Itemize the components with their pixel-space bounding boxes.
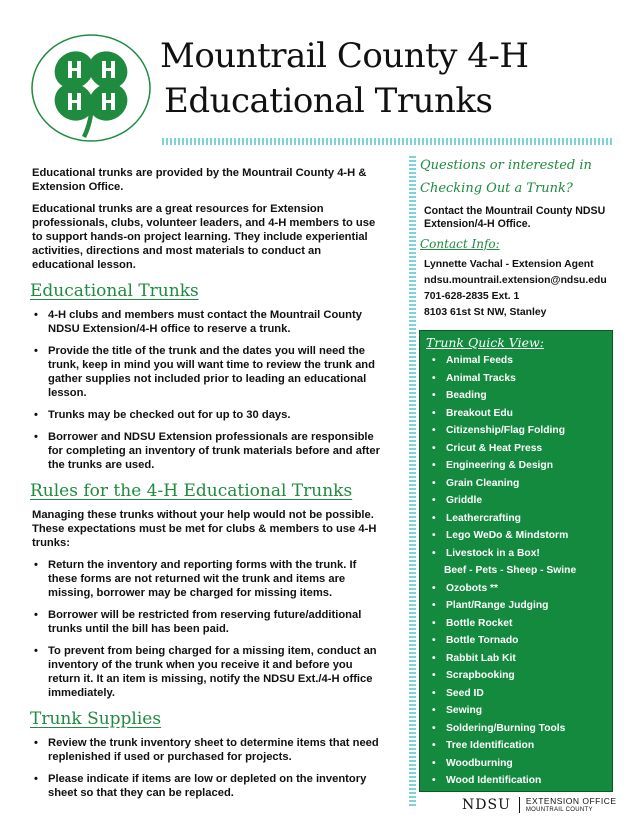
quick-view-list	[420, 352, 612, 790]
intro-paragraph: Educational trunks are provided by the Mountrail County 4-H & Extension Office.	[32, 167, 367, 193]
quick-view-item: • Animal Feeds	[420, 352, 612, 370]
quick-view-item: • Breakout Edu	[420, 405, 612, 423]
quick-view-item: • Soldering/Burning Tools	[420, 720, 612, 738]
footer-logo	[462, 796, 617, 814]
quick-view-item: • Sewing	[420, 702, 612, 720]
list-item: • Return the inventory and reporting forms with the trunk. If these forms are not returned wit the trunk and items are missing, borrower may be charged for missing items.	[32, 558, 384, 600]
quick-view-item: • Griddle	[420, 492, 612, 510]
contact-text: Contact the Mountrail County NDSU Extension/4-H Office.	[424, 205, 606, 230]
contact-phone: 701-628-2835 Ext. 1	[424, 291, 520, 302]
quick-view-item: • Citizenship/Flag Folding	[420, 422, 612, 440]
list-item: • To prevent from being charged for a missing item, conduct an inventory of the trunk when you receive it and before you return it. It an item is missing, notify the NDSU Ext./4-H office immediately.	[32, 644, 384, 700]
extension-office-text: EXTENSION OFFICE	[525, 796, 617, 806]
quick-view-item: • Rabbit Lab Kit	[420, 650, 612, 668]
question-heading-line-2: Checking Out a Trunk?	[420, 181, 573, 196]
quick-view-item: • Seed ID	[420, 685, 612, 703]
section-heading: Educational Trunks	[30, 281, 199, 301]
section-heading: Trunk Supplies	[30, 709, 162, 729]
question-heading-line-1: Questions or interested in	[420, 158, 592, 173]
section-intro: Managing these trunks without your help would not be possible. These expectations must be met for clubs & members to use 4-H trunks:	[32, 509, 377, 549]
quick-view-item: • Leathercrafting	[420, 510, 612, 528]
sidebar	[420, 156, 620, 321]
list-item: • Trunks may be checked out for up to 30 days.	[32, 408, 384, 422]
quick-view-item: • Beading	[420, 387, 612, 405]
title-line-2: Educational Trunks	[164, 81, 493, 121]
list-item: • Please indicate if items are low or depleted on the inventory sheet so that they can be replaced.	[32, 772, 384, 800]
quick-view-item: • Woodburning	[420, 755, 612, 773]
trunk-quick-view	[419, 330, 613, 792]
ndsu-wordmark: NDSU	[462, 797, 520, 813]
quick-view-item: • Grain Cleaning	[420, 475, 612, 493]
4h-clover-logo-icon	[30, 32, 152, 144]
quick-view-item: • Tree Identification	[420, 737, 612, 755]
quick-view-item: • Engineering & Design	[420, 457, 612, 475]
quick-view-item: • Ozobots **	[420, 580, 612, 598]
section-list	[32, 558, 384, 700]
quick-view-item: • Livestock in a Box!	[420, 545, 612, 563]
list-item: • Provide the title of the trunk and the dates you will need the trunk, keep in mind you will want time to review the trunk and gather supplies not included prior to leading an educational lesson.	[32, 344, 384, 400]
section-heading: Rules for the 4-H Educational Trunks	[30, 481, 353, 501]
quick-view-item: • Plant/Range Judging	[420, 597, 612, 615]
contact-heading: Contact Info:	[420, 237, 500, 251]
quick-view-item: • Lego WeDo & Mindstorm	[420, 527, 612, 545]
quick-view-item: • Animal Tracks	[420, 370, 612, 388]
contact-address: 8103 61st St NW, Stanley	[424, 307, 547, 318]
section-list	[32, 308, 384, 472]
list-item: • 4-H clubs and members must contact the Mountrail County NDSU Extension/4-H office to reserve a trunk.	[32, 308, 384, 336]
title-divider	[162, 138, 612, 145]
intro-paragraph: Educational trunks are a great resources for Extension professionals, clubs, volunteer leaders, and 4-H members to use to support hands-on project learning. They include experiential activities, directions and most materials to conduct an educational lesson.	[32, 203, 376, 271]
list-item: • Borrower will be restricted from reserving future/additional trunks until the bill has been paid.	[32, 608, 384, 636]
quick-view-item: • Scrapbooking	[420, 667, 612, 685]
contact-email[interactable]: ndsu.mountrail.extension@ndsu.edu	[424, 275, 607, 286]
quick-view-item: Beef - Pets - Sheep - Swine	[444, 565, 577, 576]
list-item: • Borrower and NDSU Extension professionals are responsible for completing an inventory of trunk materials before and after the trunks are used.	[32, 430, 384, 472]
section-list	[32, 736, 384, 800]
extension-office-label	[520, 796, 617, 814]
quick-view-item: • Bottle Rocket	[420, 615, 612, 633]
quick-view-item: • Wood Identification	[420, 772, 612, 790]
list-item: • Review the trunk inventory sheet to determine items that need replenished if used or purchased for projects.	[32, 736, 384, 764]
county-text: MOUNTRAIL COUNTY	[525, 807, 593, 813]
page-title	[160, 34, 529, 124]
main-column	[32, 166, 384, 808]
quick-view-item: • Cricut & Heat Press	[420, 440, 612, 458]
title-line-1: Mountrail County 4-H	[160, 36, 529, 76]
contact-name: Lynnette Vachal - Extension Agent	[424, 259, 594, 270]
column-divider	[409, 156, 416, 806]
quick-view-item: • Bottle Tornado	[420, 632, 612, 650]
quick-view-title: Trunk Quick View:	[426, 335, 544, 350]
